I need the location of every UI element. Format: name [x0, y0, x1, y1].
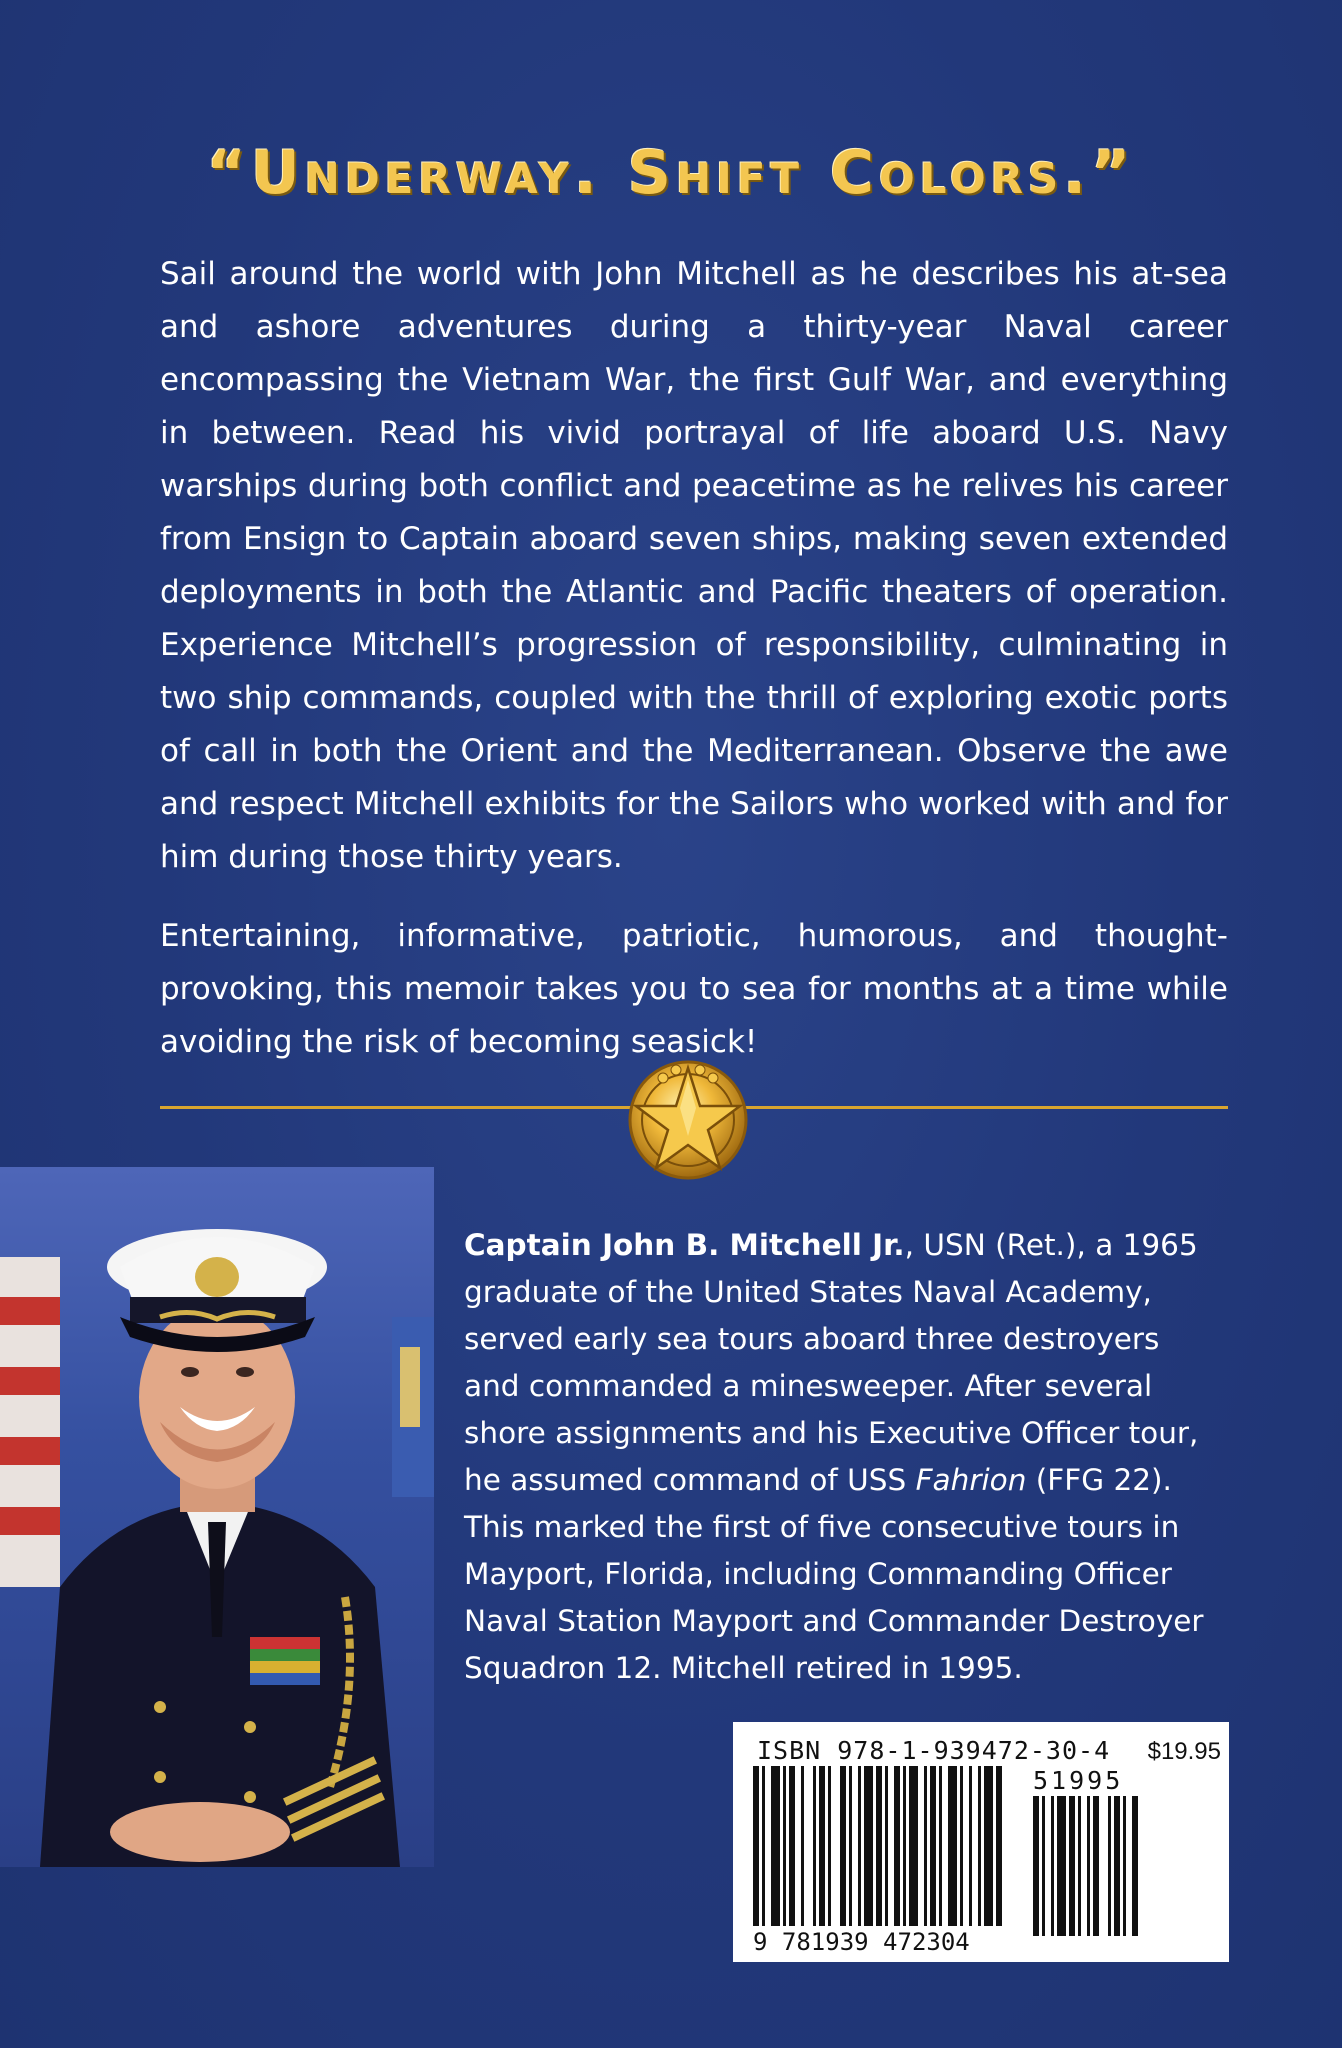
blurb-paragraph-1: Sail around the world with John Mitchell as he describes his at-sea and ashore adventures during a thirty-year Naval career encompassing the Vietnam War, the first Gulf War, and everything in between. Read his vivid portrayal of life aboard U.S. Navy warships during both conflict and peacetime as he relives his career from Ensign to Captain aboard seven ships, making seven extended deployments in both the Atlantic and Pacific theaters of operation. Experience Mitchell’s progression of responsibility, culminating in two ship commands, coupled with the thrill of exploring exotic ports of call in both the Orient and the Mediterranean. Observe the awe and respect Mitchell exhibits for the Sailors who worked with and for him during those thirty years. — [160, 256, 1228, 875]
isbn-number: ISBN 978-1-939472-30-4 — [757, 1736, 1111, 1765]
gold-star-medal-icon — [618, 1050, 758, 1190]
bio-line-3: served early sea tours aboard three destroyers — [464, 1322, 1160, 1356]
ean-digits: 9 781939 472304 — [753, 1928, 1013, 1956]
addon-code: 51995 — [1033, 1766, 1124, 1795]
bio-line-2: graduate of the United States Naval Academy, — [464, 1275, 1152, 1309]
bio-line-6: he assumed command of USS Fahrion (FFG 22). — [464, 1463, 1172, 1497]
bio-line-7: This marked the first of five consecutive tours in — [464, 1510, 1180, 1544]
blurb — [160, 248, 1228, 1095]
author-bio — [464, 1222, 1244, 1692]
ship-name: Fahrion — [915, 1463, 1027, 1497]
price: $19.95 — [1147, 1738, 1221, 1765]
bio-line-8: Mayport, Florida, including Commanding Officer — [464, 1557, 1172, 1591]
bio-line-9: Naval Station Mayport and Commander Destroyer — [464, 1604, 1204, 1638]
bio-line-4: and commanded a minesweeper. After several — [464, 1369, 1153, 1403]
author-name: Captain John B. Mitchell Jr. — [464, 1228, 905, 1262]
bio-line-5: shore assignments and his Executive Officer tour, — [464, 1416, 1199, 1450]
bio-line-10: Squadron 12. Mitchell retired in 1995. — [464, 1651, 1023, 1685]
naval-officer-portrait — [0, 1167, 434, 1867]
barcode-box — [733, 1722, 1229, 1962]
blurb-paragraph-2: Entertaining, informative, patriotic, humorous, and thought-provoking, this memoir takes you to sea for months at a time while avoiding the risk of becoming seasick! — [160, 918, 1228, 1060]
author-photo — [0, 1167, 434, 1867]
headline: “Underway. Shift Colors.” — [206, 138, 1136, 208]
bio-line-1: Captain John B. Mitchell Jr., USN (Ret.), a 1965 — [464, 1228, 1198, 1262]
